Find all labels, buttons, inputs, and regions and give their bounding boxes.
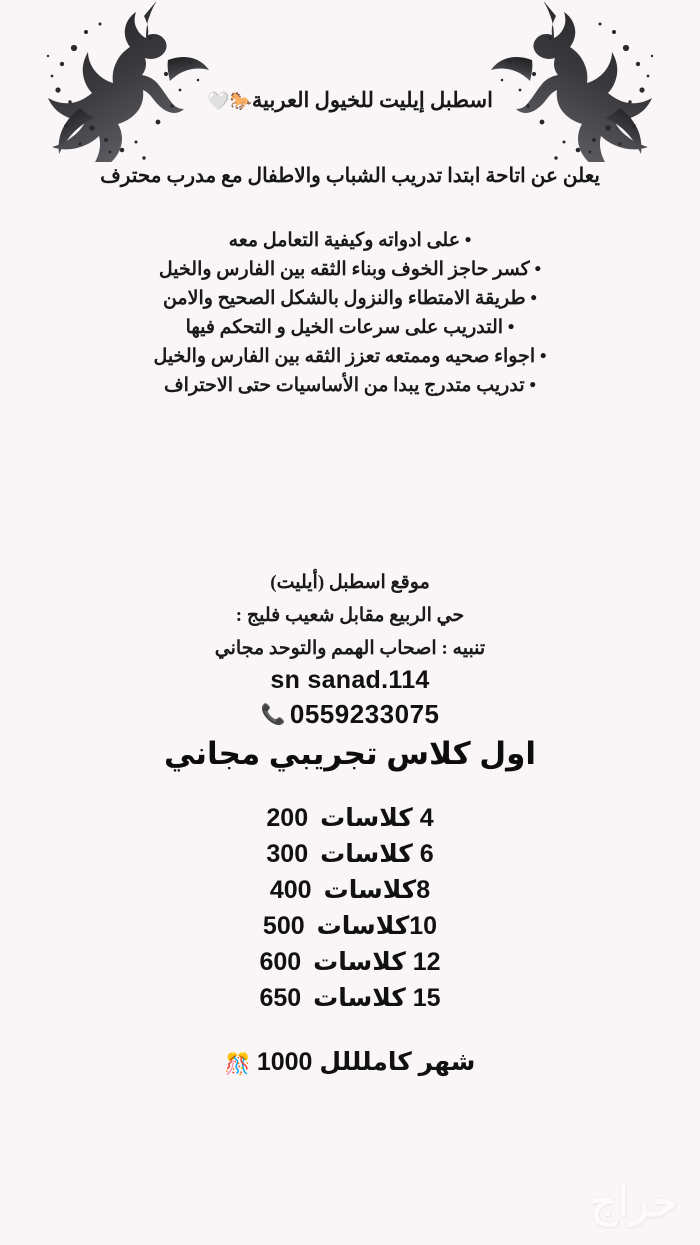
list-item: • تدريب متدرج يبدا من الأساسيات حتى الاحتراف: [163, 375, 537, 396]
table-row: [0, 908, 700, 944]
price-row-count: 12 كلاسات: [313, 948, 441, 976]
price-row-amount: 650: [259, 984, 302, 1012]
social-handle[interactable]: sn sanad.114: [270, 666, 430, 694]
table-row: [0, 980, 700, 1016]
monthly-price-row: [0, 1047, 700, 1077]
horse-heart-emoji-icon: 🐎🤍: [207, 91, 252, 112]
header-artwork-band: [0, 0, 700, 165]
monthly-price-label: شهر كاملللل: [319, 1048, 476, 1076]
list-item: • التدريب على سرعات الخيل و التحكم فيها: [185, 317, 515, 338]
price-row-amount: 300: [266, 840, 309, 868]
monthly-price-amount: 1000: [256, 1048, 313, 1076]
horse-silhouette-right-icon: [480, 2, 660, 162]
haraj-watermark: حراج: [590, 1180, 678, 1226]
price-row-amount: 500: [262, 912, 305, 940]
location-block: [0, 566, 700, 665]
price-row-count: 6 كلاسات: [320, 840, 434, 868]
table-row: [0, 836, 700, 872]
price-row-count: 10كلاسات: [316, 912, 438, 940]
price-row-count: 15 كلاسات: [313, 984, 441, 1012]
price-row-count: 4 كلاسات: [320, 804, 434, 832]
location-address: حي الربيع مقابل شعيب فليج :: [235, 605, 465, 626]
horse-silhouette-left-icon: [40, 2, 220, 162]
price-row-amount: 400: [269, 876, 312, 904]
list-item: • اجواء صحيه وممتعه تعزز الثقه بين الفارس والخيل: [153, 346, 547, 367]
features-list: [0, 226, 700, 400]
phone-icon: 📞: [260, 702, 286, 726]
page-title-text: اسطبل إيليت للخيول العربية: [251, 88, 493, 112]
price-row-count: 8كلاسات: [323, 876, 431, 904]
table-row: [0, 800, 700, 836]
accessibility-notice: تنبيه : اصحاب الهمم والتوحد مجاني: [214, 638, 486, 659]
phone-number[interactable]: [0, 699, 700, 730]
table-row: [0, 872, 700, 908]
list-item: • طريقة الامتطاء والنزول بالشكل الصحيح والامن: [162, 288, 538, 309]
location-heading: موقع اسطبل (أيليت): [270, 572, 430, 593]
list-item: • كسر حاجز الخوف وبناء الثقه بين الفارس والخيل: [158, 259, 542, 280]
price-row-amount: 200: [266, 804, 309, 832]
confetti-emoji-icon: 🎊: [224, 1052, 251, 1076]
page-title: [0, 88, 700, 113]
page-subtitle: يعلن عن اتاحة ابتدا تدريب الشباب والاطفال مع مدرب محترف: [100, 165, 600, 187]
pricing-table: [0, 800, 700, 1016]
free-trial-headline: اول كلاس تجريبي مجاني: [163, 736, 537, 771]
phone-number-text: 0559233075: [289, 699, 440, 729]
price-row-amount: 600: [259, 948, 302, 976]
table-row: [0, 944, 700, 980]
list-item: • على ادواته وكيفية التعامل معه: [228, 230, 472, 251]
